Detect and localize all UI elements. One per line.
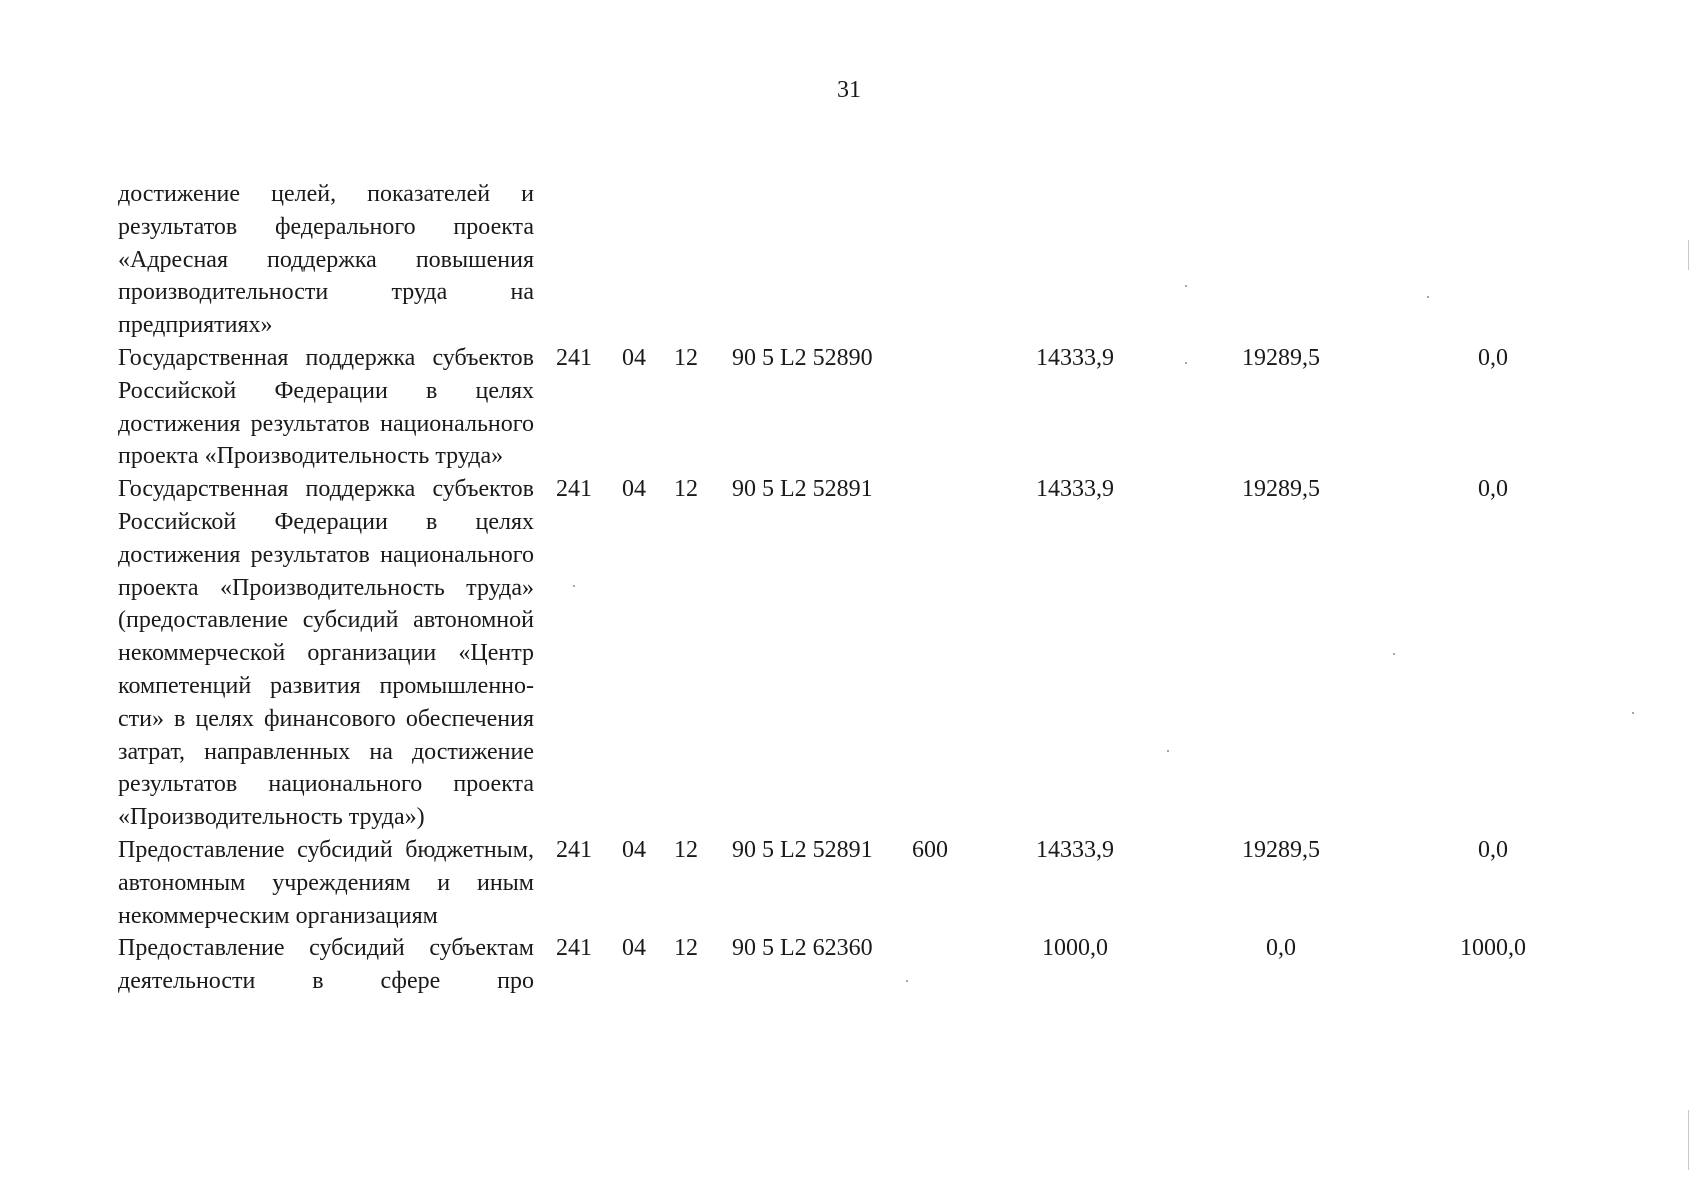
cell-rz: 04 [622,935,646,962]
scan-speck [1185,285,1187,287]
cell-sum-2: 0,0 [1266,935,1296,962]
scan-speck [1167,750,1169,752]
row-description: Предоставление субсидий бюджетным, автономным учреждениям и иным некоммерческим организациям [118,836,534,929]
cell-sum-2: 19289,5 [1242,344,1320,371]
scan-edge-mark [1688,240,1689,270]
table-row [118,834,1508,932]
cell-pr: 12 [674,344,698,371]
cell-vr: 600 [912,836,948,863]
cell-sum-3: 1000,0 [1460,935,1526,962]
scan-speck [1185,362,1187,364]
cell-pr: 12 [674,476,698,503]
row-description: достижение целей, показателей и результатов федерального проекта «Адресная поддержка повышения производительности труда на предприятиях» [118,181,534,339]
cell-rz: 04 [622,344,646,371]
row-description: Предоставление субсидий субъектам деятельности в сфере про [118,935,534,995]
table-row [118,178,534,342]
cell-sum-1: 14333,9 [1036,344,1114,371]
cell-pr: 12 [674,836,698,863]
cell-gr: 241 [556,935,592,962]
row-description: Государственная поддержка субъектов Российской Федерации в целях достижения результатов национального проекта «Производительность труда» [118,344,534,470]
table-row [118,932,1526,998]
cell-sum-1: 1000,0 [1042,935,1108,962]
cell-sum-1: 14333,9 [1036,836,1114,863]
cell-csr: 90 5 L2 52891 [732,476,873,503]
cell-gr: 241 [556,836,592,863]
table-row [118,342,1508,473]
cell-csr: 90 5 L2 62360 [732,935,873,962]
page-number: 31 [837,77,861,103]
scan-speck [1427,296,1429,298]
cell-sum-2: 19289,5 [1242,476,1320,503]
cell-sum-3: 0,0 [1478,476,1508,503]
scan-speck [1393,653,1395,655]
cell-rz: 04 [622,836,646,863]
row-description: Государственная поддержка субъектов Российской Федерации в целях достижения результатов национального проекта «Производительность труда» (предоставление субсидий автономной некоммерческой организации «Центр компетенций развития промышленности» в целях финансового обеспечения затрат, направленных на достижение результатов национального проекта «Производительность труда») [118,476,534,831]
cell-csr: 90 5 L2 52890 [732,344,873,371]
scan-speck [906,980,908,982]
cell-gr: 241 [556,476,592,503]
cell-csr: 90 5 L2 52891 [732,836,873,863]
table-row [118,473,1508,834]
budget-table [118,178,1526,998]
cell-sum-3: 0,0 [1478,344,1508,371]
scan-speck [1632,712,1634,714]
cell-sum-2: 19289,5 [1242,836,1320,863]
scan-speck [573,585,575,587]
cell-sum-3: 0,0 [1478,836,1508,863]
scan-edge-mark [1688,1110,1689,1170]
cell-sum-1: 14333,9 [1036,476,1114,503]
cell-gr: 241 [556,344,592,371]
cell-rz: 04 [622,476,646,503]
cell-pr: 12 [674,935,698,962]
